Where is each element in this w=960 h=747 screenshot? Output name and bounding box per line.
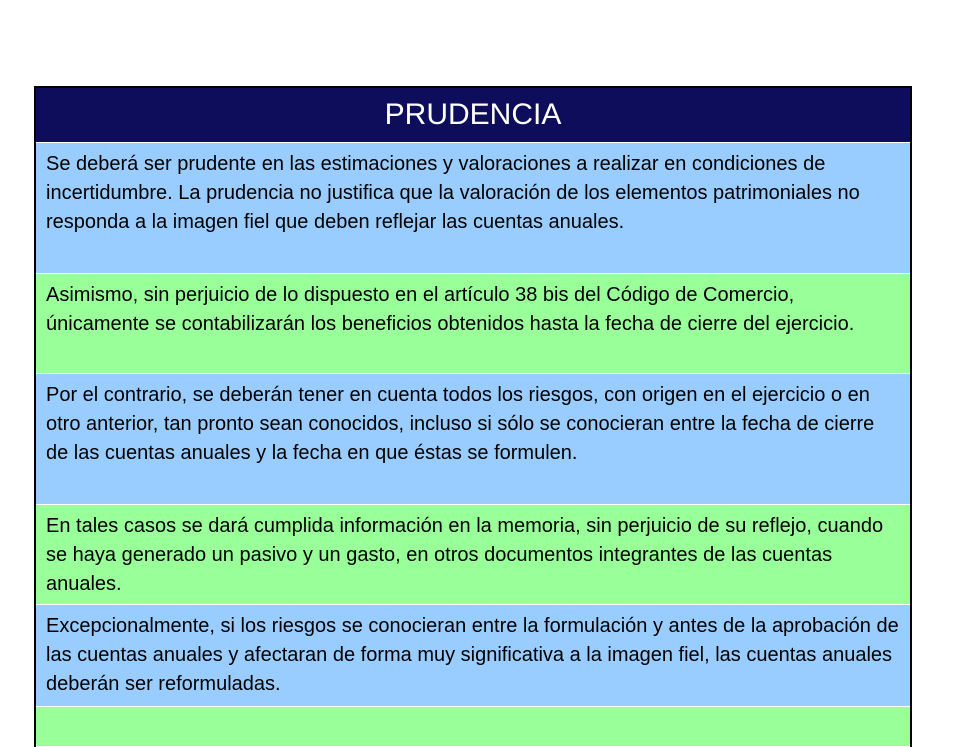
table-row: Se deberá ser prudente en las estimaciones y valoraciones a realizar en condiciones de incertidumbre. La prudencia no justifica que la valoración de los elementos patrimoniales no responda a la imagen fiel que deben reflejar las cuentas anuales.: [36, 143, 910, 274]
table-row: [36, 707, 910, 747]
table-row: Excepcionalmente, si los riesgos se conocieran entre la formulación y antes de la aprobación de las cuentas anuales y afectaran de forma muy significativa a la imagen fiel, las cuentas anuales deberán ser reformuladas.: [36, 605, 910, 707]
table-row: Por el contrario, se deberán tener en cuenta todos los riesgos, con origen en el ejercicio o en otro anterior, tan pronto sean conocidos, incluso si sólo se conocieran entre la fecha de cierre de las cuentas anuales y la fecha en que éstas se formulen.: [36, 374, 910, 505]
table-title: PRUDENCIA: [36, 88, 910, 143]
table-row: En tales casos se dará cumplida información en la memoria, sin perjuicio de su reflejo, cuando se haya generado un pasivo y un gasto, en otros documentos integrantes de las cuentas anuales.: [36, 505, 910, 605]
prudencia-table: [34, 86, 912, 747]
table-row: Asimismo, sin perjuicio de lo dispuesto en el artículo 38 bis del Código de Comercio, únicamente se contabilizarán los beneficios obtenidos hasta la fecha de cierre del ejercicio.: [36, 274, 910, 374]
